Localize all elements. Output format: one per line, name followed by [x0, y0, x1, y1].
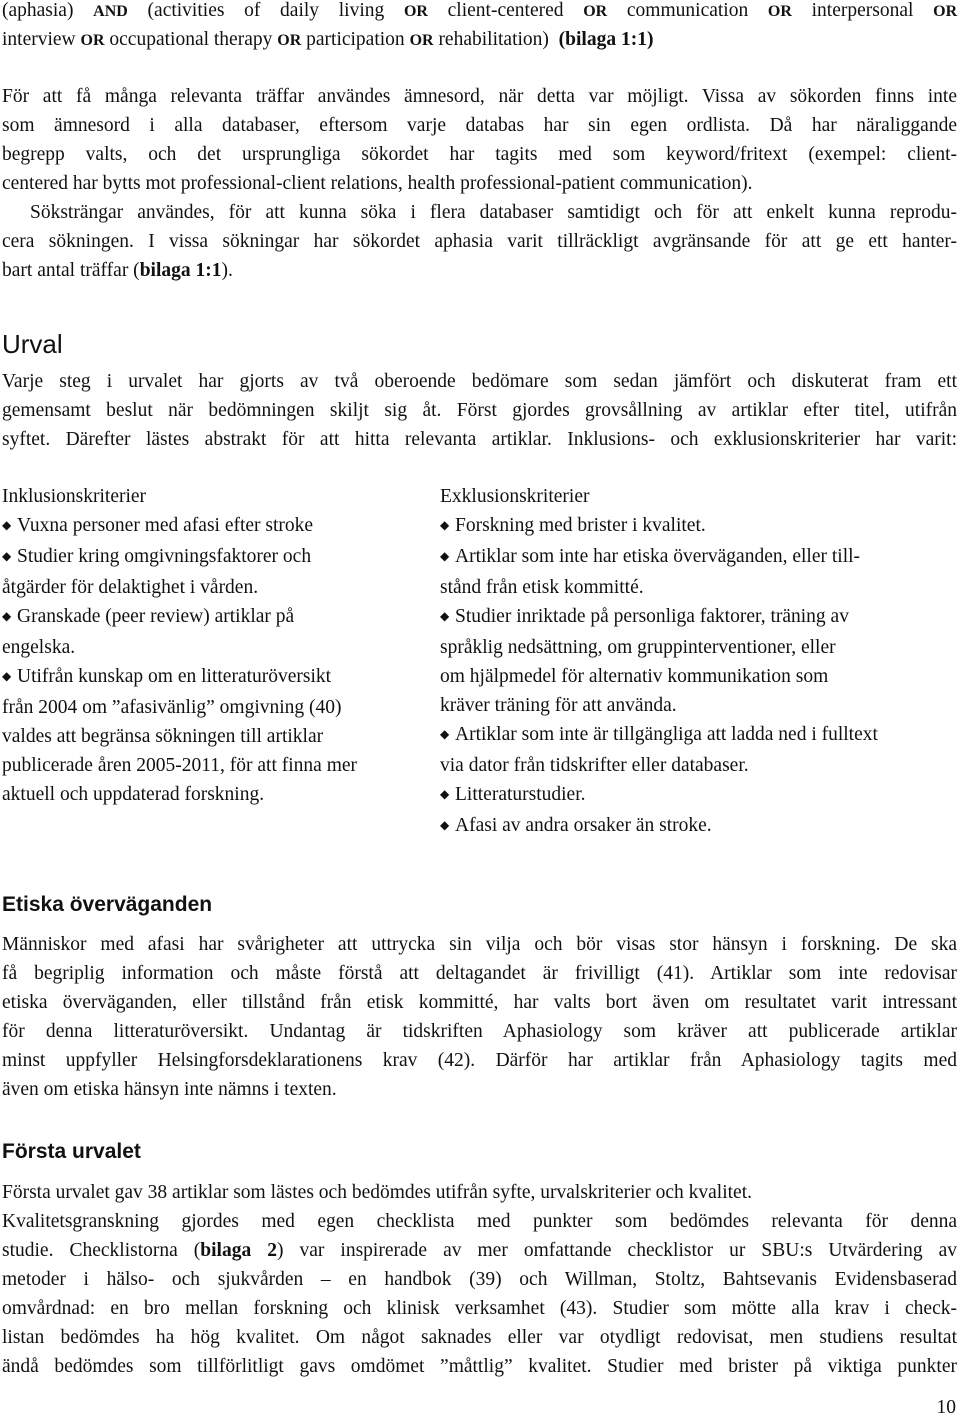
exclusion-criterion-item: [440, 691, 960, 720]
exclusion-criterion-item: [440, 511, 960, 542]
exclusion-criterion-item-text: om hjälpmedel för alternativ kommunikation som: [440, 666, 829, 687]
diamond-bullet-icon: ◆: [440, 787, 450, 801]
diamond-bullet-icon: ◆: [440, 518, 450, 532]
search-string-line-2: interview OR occupational therapy OR participation OR rehabilitation) (bilaga 1:1): [2, 29, 654, 50]
inclusion-criterion-item-text: Utifrån kunskap om en litteraturöversikt: [17, 666, 332, 687]
exclusion-criterion-item: [440, 751, 960, 780]
ethics-line: för denna litteraturöversikt. Undantag är tidskriften Aphasiology som kräver att publicerade artiklar: [2, 1021, 957, 1042]
first-selection-line: metoder i hälso- och sjukvården – en handbok (39) och Willman, Stoltz, Bahtsevanis Evidensbaserad: [2, 1269, 957, 1290]
urval-line: Varje steg i urvalet har gjorts av två oberoende bedömare som sedan jämfört och diskuterat fram ett: [2, 371, 957, 392]
exclusion-criterion-item-text: via dator från tidskrifter eller databaser.: [440, 755, 749, 776]
inclusion-criterion-item: [2, 602, 422, 633]
inclusion-criterion-item-text: Studier kring omgivningsfaktorer och: [17, 546, 312, 567]
exclusion-criterion-item: [440, 633, 960, 662]
diamond-bullet-icon: ◆: [2, 609, 12, 623]
diamond-bullet-icon: ◆: [2, 549, 12, 563]
inclusion-criterion-item-text: åtgärder för delaktighet i vården.: [2, 577, 259, 598]
inclusion-criterion-item-text: Granskade (peer review) artiklar på: [17, 606, 295, 627]
exclusion-criterion-item: [440, 602, 960, 633]
diamond-bullet-icon: ◆: [440, 818, 450, 832]
inclusion-criterion-item: [2, 633, 422, 662]
inclusion-criterion-item: [2, 693, 422, 722]
exclusion-criterion-item-text: språklig nedsättning, om gruppinterventioner, eller: [440, 637, 836, 658]
first-selection-line: ändå bedömdes som tillförlitligt gavs omdömet ”måttlig” kvalitet. Studier med brister på viktiga punkter: [2, 1356, 957, 1377]
urval-line: gemensamt beslut när bedömningen skiljt sig åt. Först gjordes grovsållning av artiklar efter titel, utifrån: [2, 400, 957, 421]
paragraph-1-line: För att få många relevanta träffar användes ämnesord, när detta var möjligt. Vissa av sökorden finns inte: [2, 86, 957, 107]
diamond-bullet-icon: ◆: [2, 518, 12, 532]
inclusion-criterion-item-text: valdes att begränsa sökningen till artiklar: [2, 726, 324, 747]
paragraph-1-line: begrepp valts, och det ursprungliga sökordet har tagits med som keyword/fritext (exempel: client-: [2, 144, 957, 165]
section-heading-first-selection: Första urvalet: [2, 1140, 141, 1163]
inclusion-criterion-item: [2, 511, 422, 542]
paragraph-1-line: som ämnesord i alla databaser, eftersom varje databas har sin egen ordlista. Då har näraliggande: [2, 115, 957, 136]
paragraph-2-line: bart antal träffar (bilaga 1:1).: [2, 260, 233, 281]
inclusion-criteria-column: [2, 482, 422, 809]
inclusion-criterion-item: [2, 662, 422, 693]
diamond-bullet-icon: ◆: [440, 609, 450, 623]
first-selection-line: studie. Checklistorna (bilaga 2) var inspirerade av mer omfattande checklistor ur SBU:s Utvärdering av: [2, 1240, 957, 1261]
exclusion-criterion-item-text: Litteraturstudier.: [455, 784, 586, 805]
exclusion-heading: Exklusionskriterier: [440, 486, 590, 507]
inclusion-criterion-item-text: Vuxna personer med afasi efter stroke: [17, 515, 314, 536]
exclusion-criterion-item-text: Forskning med brister i kvalitet.: [455, 515, 706, 536]
inclusion-criterion-item-text: engelska.: [2, 637, 76, 658]
paragraph-2-line: Söksträngar användes, för att kunna söka i flera databaser samtidigt och för att enkelt kunna reprodu-: [30, 202, 957, 223]
exclusion-criterion-item-text: Studier inriktade på personliga faktorer, träning av: [455, 606, 849, 627]
exclusion-criterion-item: [440, 780, 960, 811]
diamond-bullet-icon: ◆: [440, 727, 450, 741]
paragraph-2-line: cera sökningen. I vissa sökningar har sökordet aphasia varit tillräckligt avgränsande för att ge ett hanter-: [2, 231, 957, 252]
inclusion-criterion-item: [2, 542, 422, 573]
paragraph-1-line: centered har bytts mot professional-client relations, health professional-patient communication).: [2, 173, 753, 194]
first-selection-line: omvårdnad: en bro mellan forskning och klinisk verksamhet (43). Studier som mötte alla krav i check-: [2, 1298, 957, 1319]
inclusion-criterion-item-text: publicerade åren 2005-2011, för att finna mer: [2, 755, 358, 776]
inclusion-criterion-item-text: från 2004 om ”afasivänlig” omgivning (40): [2, 697, 342, 718]
exclusion-criterion-item: [440, 811, 960, 842]
ethics-line: etiska överväganden, eller tillstånd från etisk kommitté, har valts bort även om resultatet varit intressant: [2, 992, 957, 1013]
inclusion-heading: Inklusionskriterier: [2, 486, 147, 507]
inclusion-criterion-item: [2, 751, 422, 780]
inclusion-criterion-item: [2, 780, 422, 809]
diamond-bullet-icon: ◆: [440, 549, 450, 563]
ethics-line: få begriplig information och måste förstå att deltagandet är frivilligt (41). Artiklar som inte redovisar: [2, 963, 957, 984]
section-heading-urval: Urval: [2, 329, 63, 359]
inclusion-criterion-item: [2, 573, 422, 602]
inclusion-criterion-item: [2, 722, 422, 751]
diamond-bullet-icon: ◆: [2, 669, 12, 683]
inclusion-criterion-item-text: aktuell och uppdaterad forskning.: [2, 784, 265, 805]
exclusion-criterion-item: [440, 542, 960, 573]
exclusion-criterion-item-text: stånd från etisk kommitté.: [440, 577, 644, 598]
exclusion-criterion-item: [440, 720, 960, 751]
exclusion-criterion-item: [440, 573, 960, 602]
exclusion-criteria-column: [440, 482, 960, 842]
page-number: 10: [936, 1397, 956, 1418]
section-heading-ethics: Etiska överväganden: [2, 893, 213, 916]
ethics-line: minst uppfyller Helsingforsdeklarationens krav (42). Därför har artiklar från Aphasiology tagits med: [2, 1050, 957, 1071]
first-selection-line: Kvalitetsgranskning gjordes med egen checklista med punkter som bedömdes relevanta för denna: [2, 1211, 957, 1232]
exclusion-criterion-item-text: Artiklar som inte är tillgängliga att ladda ned i fulltext: [455, 724, 878, 745]
ethics-line: även om etiska hänsyn inte nämns i texten.: [2, 1079, 337, 1100]
exclusion-criterion-item-text: Artiklar som inte har etiska överväganden, eller till-: [455, 546, 861, 567]
exclusion-criterion-item-text: Afasi av andra orsaker än stroke.: [455, 815, 712, 836]
urval-line: syftet. Därefter lästes abstrakt för att hitta relevanta artiklar. Inklusions- och exklusionskriterier har varit:: [2, 429, 957, 450]
first-selection-line: listan bedömdes ha hög kvalitet. Om något saknades eller var otydligt redovisat, men studiens resultat: [2, 1327, 957, 1348]
exclusion-criterion-item: [440, 662, 960, 691]
search-string-line-1: (aphasia) AND (activities of daily living OR client-centered OR communication OR interpersonal OR: [2, 0, 958, 21]
ethics-line: Människor med afasi har svårigheter att uttrycka sin vilja och bör visas stor hänsyn i forskning. De ska: [2, 934, 957, 955]
first-selection-line: Första urvalet gav 38 artiklar som lästes och bedömdes utifrån syfte, urvalskriterier och kvalitet.: [2, 1182, 752, 1203]
exclusion-criterion-item-text: kräver träning för att använda.: [440, 695, 677, 716]
